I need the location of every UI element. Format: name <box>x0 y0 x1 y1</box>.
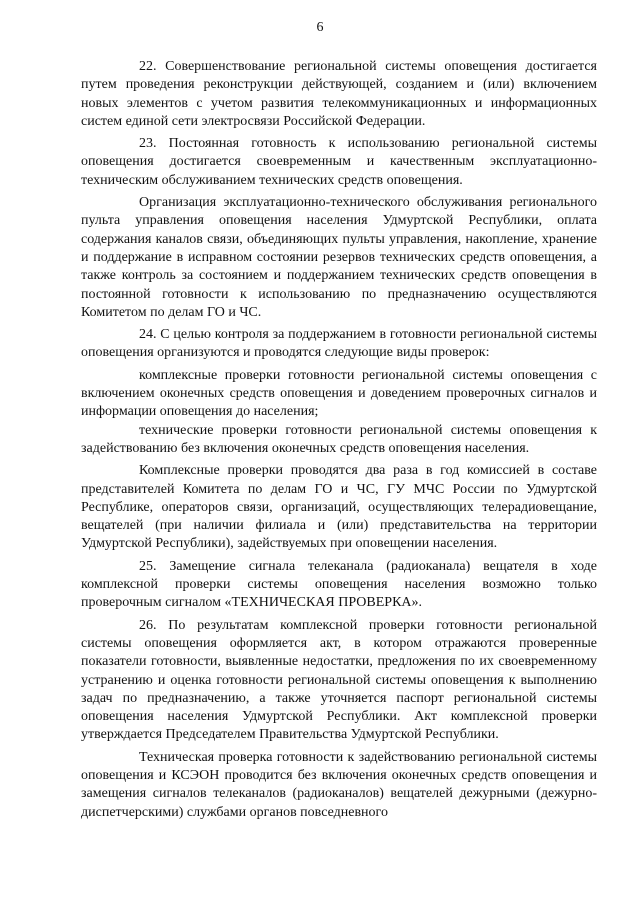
list-item-technical-checks: технические проверки готовности региональной системы оповещения к задействованию без включения оконечных средств оповещения населения. <box>81 422 597 456</box>
paragraph-26: 26. По результатам комплексной проверки готовности региональной системы оповещения оформляется акт, в котором отражаются проверенные показатели готовности, выявленные недостатки, предложения по их своевременному устранению и оценка готовности региональной системы оповещения к выполнению задач по предназначению, а также уточняется паспорт региональной системы оповещения населения Удмуртской Республики. Акт комплексной проверки утверждается Председателем Правительства Удмуртской Республики. <box>81 617 597 743</box>
paragraph-25: 25. Замещение сигнала телеканала (радиоканала) вещателя в ходе комплексной проверки системы оповещения населения возможно только проверочным сигналом «ТЕХНИЧЕСКАЯ ПРОВЕРКА». <box>81 558 597 611</box>
document-body <box>81 58 597 822</box>
paragraph-23: 23. Постоянная готовность к использованию региональной системы оповещения достигается своевременным и качественным эксплуатационно-техническим обслуживанием технических средств оповещения. <box>81 136 597 188</box>
page-number: 6 <box>316 20 324 35</box>
paragraph-22: 22. Совершенствование региональной системы оповещения достигается путем проведения реконструкции действующей, созданием и (или) включением новых элементов с учетом развития телекоммуникационных и информационных систем единой сети электросвязи Российской Федерации. <box>81 59 597 129</box>
paragraph-technical-check: Техническая проверка готовности к задействованию региональной системы оповещения и КСЭОН проводится без включения оконечных средств оповещения и замещения сигналов телеканалов (радиоканалов) вещателей дежурными (дежурно-диспетчерскими) службами органов повседневного <box>81 749 597 820</box>
paragraph-24: 24. С целью контроля за поддержанием в готовности региональной системы оповещения организуются и проводятся следующие виды проверок: <box>81 327 597 361</box>
paragraph-complex-checks-commission: Комплексные проверки проводятся два раза в год комиссией в составе представителей Комитета по делам ГО и ЧС, ГУ МЧС России по Удмуртской Республике, операторов связи, организаций, осуществляющих телерадиовещание, вещателей (при наличии филиала и (или) представительства на территории Удмуртской Республики), задействуемых при оповещении населения. <box>81 463 597 552</box>
paragraph-organization: Организация эксплуатационно-технического обслуживания регионального пульта управления оповещения населения Удмуртской Республики, оплата содержания каналов связи, объединяющих пульты управления, накопление, хранение и поддержание в исправном состоянии резервов технических средств оповещения, а также контроль за состоянием и поддержанием технических средств оповещения в постоянной готовности к использованию по предназначению осуществляются Комитетом по делам ГО и ЧС. <box>81 195 597 320</box>
list-item-complex-checks: комплексные проверки готовности региональной системы оповещения с включением оконечных средств оповещения и доведением проверочных сигналов и информации оповещения до населения; <box>81 367 597 420</box>
